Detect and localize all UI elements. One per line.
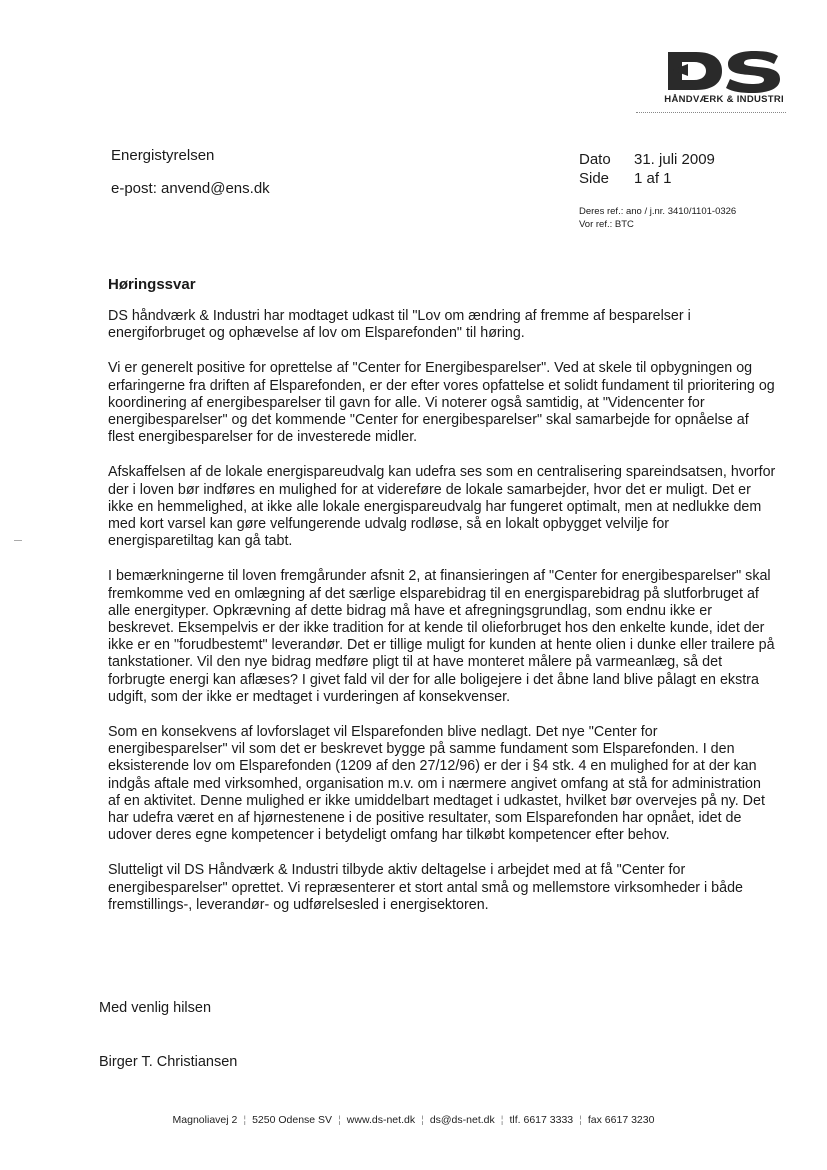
footer-phone: tlf. 6617 3333 bbox=[509, 1114, 574, 1126]
page-value: 1 af 1 bbox=[634, 170, 672, 187]
page-label: Side bbox=[579, 170, 610, 187]
paragraph: Afskaffelsen af de lokale energispareudvalg kan udefra ses som en centralisering spareindsatsen, hvorfor der i loven bør indføres en mulighed for at videreføre de lokale samarbejder, hvor det er muligt. Det er ikke en hemmelighed, at ikke alle lokale energispareudvalg har fungeret optimalt, men at nedlukke dem med kort varsel kan gøre velfungerende udvalg rodløse, så en lokalt opbygget velvilje for energisparetiltag kan gå tabt. bbox=[108, 464, 776, 550]
recipient-email: e-post: anvend@ens.dk bbox=[111, 180, 270, 197]
footer-separator: ¦ bbox=[421, 1114, 424, 1126]
paragraph: DS håndværk & Industri har modtaget udkast til "Lov om ændring af fremme af besparelser i energiforbruget og ophævelse af lov om Elsparefonden" til høring. bbox=[108, 308, 691, 342]
paragraph: I bemærkningerne til loven fremgårunder afsnit 2, at finansieringen af "Center for energibesparelser" skal fremkomme ved en omlægning af det særlige elsparebidrag til en energisparebidrag på slutforbruget af alle energityper. Opkrævning af dette bidrag må have et afregningsgrundlag, som endnu ikke er beskrevet. Eksempelvis er der ikke tradition for at kende til olieforbruget hos den enkelte kunde, idet der ikke er en "forudbestemt" leverandør. Det er tillige muligt for kunden at hente olien i dunke eller trailere på tankstationer. Vil den nye bidrag medføre pligt til at have monteret målere på varmeanlæg, så det forbrugte energi kan aflæses? I givet fald vil der for alle boligejere i det åbne land blive pålagt en ekstra udgift, som der ikke er medtaget i vurderingen af konsekvenser. bbox=[108, 568, 775, 705]
letter-subject: Høringssvar bbox=[108, 276, 196, 293]
date-label: Dato bbox=[579, 151, 611, 168]
footer-web: www.ds-net.dk bbox=[346, 1114, 416, 1126]
paragraph: Vi er generelt positive for oprettelse af "Center for Energibesparelser". Ved at skele til opbygningen og erfaringerne fra driften af Elsparefonden, er der efter vores opfattelse et solidt fundament til prioritering og koordinering af energibesparelser til gavn for alle. Vi noterer også samtidig, at "Videncenter for energibesparelser" og det kommende "Center for energibesparelser" skal samarbejde for opnåelse af flest energibesparelser for de investerede midler. bbox=[108, 360, 775, 446]
our-reference: Vor ref.: BTC bbox=[579, 219, 634, 230]
letter-footer bbox=[0, 1114, 827, 1126]
company-logo bbox=[636, 48, 786, 123]
page-row bbox=[579, 169, 715, 188]
ds-logo-icon bbox=[666, 48, 784, 94]
logo-company-name: HÅNDVÆRK & INDUSTRI bbox=[664, 94, 784, 105]
date-value: 31. juli 2009 bbox=[634, 151, 715, 168]
footer-separator: ¦ bbox=[338, 1114, 341, 1126]
footer-fax: fax 6617 3230 bbox=[587, 1114, 655, 1126]
reference-block bbox=[579, 205, 736, 231]
date-row bbox=[579, 150, 715, 169]
signature-name: Birger T. Christiansen bbox=[99, 1054, 238, 1070]
recipient-block bbox=[111, 147, 270, 197]
recipient-name: Energistyrelsen bbox=[111, 147, 215, 164]
logo-divider bbox=[636, 112, 786, 113]
footer-separator: ¦ bbox=[579, 1114, 582, 1126]
their-reference: Deres ref.: ano / j.nr. 3410/1101-0326 bbox=[579, 206, 737, 217]
margin-fold-mark bbox=[14, 540, 22, 541]
letter-meta bbox=[579, 150, 715, 188]
footer-separator: ¦ bbox=[500, 1114, 504, 1126]
paragraph: Som en konsekvens af lovforslaget vil Elsparefonden blive nedlagt. Det nye "Center for energibesparelser" vil som det er beskrevet bygge på samme fundament som Elsparefonden. I den eksisterende lov om Elsparefonden (1209 af den 27/12/96) er der i §4 stk. 4 en mulighed for at der kan indgås aftale med virksomhed, organisation m.v. om i nærmere angivet omfang at stå for administration af en aktivitet. Denne mulighed er ikke umiddelbart medtaget i udkastet, hvilket bør overvejes på ny. Det har udefra været en af hjørnestenene i de positive resultater, som Elsparefonden har opnået, idet de udover deres egne kompetencer i betydeligt omfang har tilkøbt kompetencer efter behov. bbox=[108, 724, 765, 844]
paragraph: Slutteligt vil DS Håndværk & Industri tilbyde aktiv deltagelse i arbejdet med at få "Center for energibesparelser" oprettet. Vi repræsenterer et stort antal små og mellemstore virksomheder i både fremstillings-, leverandør- og udførelsesled i energisektoren. bbox=[108, 862, 743, 913]
footer-city: 5250 Odense SV bbox=[252, 1114, 333, 1126]
footer-address: Magnoliavej 2 bbox=[172, 1114, 238, 1126]
footer-separator: ¦ bbox=[243, 1114, 247, 1126]
closing-phrase: Med venlig hilsen bbox=[99, 1000, 212, 1016]
letter-body bbox=[108, 308, 776, 932]
footer-email: ds@ds-net.dk bbox=[429, 1114, 495, 1126]
